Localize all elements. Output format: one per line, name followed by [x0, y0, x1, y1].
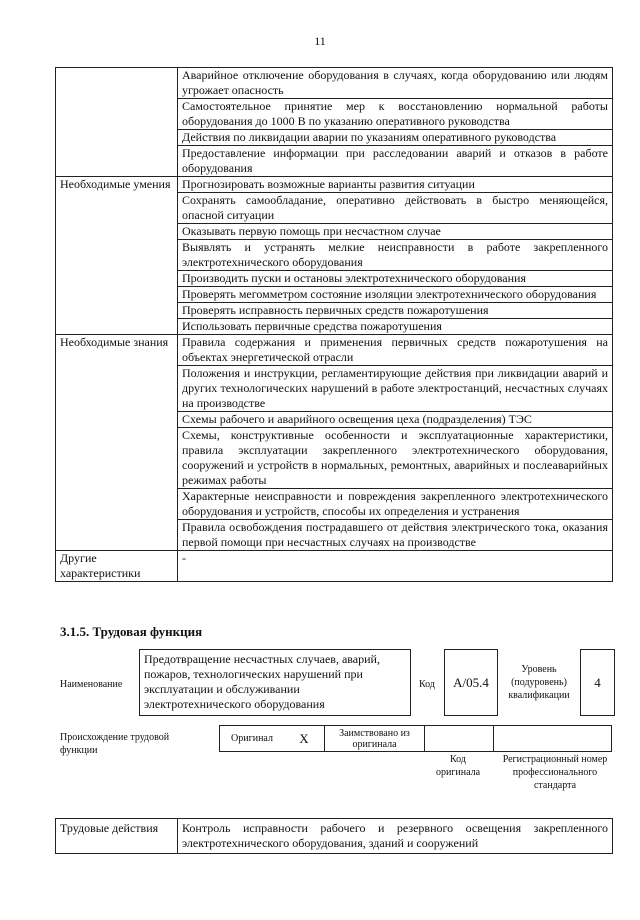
- level-value-box: 4: [580, 649, 615, 716]
- item-cell: Прогнозировать возможные варианты развития ситуации: [178, 177, 613, 193]
- origin-table: [219, 725, 612, 752]
- category-cell: Другие характеристики: [56, 551, 178, 582]
- section-heading: 3.1.5. Трудовая функция: [60, 624, 203, 639]
- code-label: Код: [419, 679, 435, 690]
- item-cell: Выявлять и устранять мелкие неисправности в работе закрепленного электротехнического оборудования: [178, 240, 613, 271]
- labor-actions-table: [55, 818, 613, 854]
- labor-actions-label: Трудовые действия: [56, 819, 178, 854]
- original-mark: X: [284, 726, 325, 752]
- item-cell: Сохранять самообладание, оперативно действовать в быстро меняющейся, опасной ситуации: [178, 193, 613, 224]
- item-cell: Схемы, конструктивные особенности и эксплуатационные характеристики, правила эксплуатации закрепленного электротехнического оборудования, сооружений и устройств в нормальных, ремонтных, аварийных и послеаварийных режимах работы: [178, 428, 613, 489]
- item-cell: Правила содержания и применения первичных средств пожаротушения на объектах энергетической отрасли: [178, 335, 613, 366]
- item-cell: Проверять мегомметром состояние изоляции электротехнического оборудования: [178, 287, 613, 303]
- reg-number-label: Регистрационный номер профессионального стандарта: [502, 754, 608, 791]
- page-number: 11: [314, 34, 326, 48]
- item-cell: Проверять исправность первичных средств пожаротушения: [178, 303, 613, 319]
- item-cell: Оказывать первую помощь при несчастном случае: [178, 224, 613, 240]
- item-cell: Схемы рабочего и аварийного освещения цеха (подразделения) ТЭС: [178, 412, 613, 428]
- item-cell: Самостоятельное принятие мер к восстановлению нормальной работы оборудования до 1000 В по указанию оперативного руководства: [178, 99, 613, 130]
- requirements-table: [55, 67, 613, 582]
- category-cell: [56, 68, 178, 177]
- table-row: [56, 68, 613, 99]
- table-row: [56, 335, 613, 366]
- origin-code-label: Код оригинала: [435, 754, 481, 778]
- function-name-box: Предотвращение несчастных случаев, аварий, пожаров, технологических нарушений при эксплуатации и обслуживании электротехнического оборудования: [139, 649, 411, 716]
- item-cell: Производить пуски и остановы электротехнического оборудования: [178, 271, 613, 287]
- item-cell: Действия по ликвидации аварии по указаниям оперативного руководства: [178, 130, 613, 146]
- borrowed-label: Заимствовано из оригинала: [325, 726, 425, 752]
- item-cell: Использовать первичные средства пожаротушения: [178, 319, 613, 335]
- level-label: Уровень (подуровень) квалификации: [508, 664, 570, 701]
- origin-code-cell: [425, 726, 494, 752]
- table-row: [56, 177, 613, 193]
- item-cell: Характерные неисправности и повреждения закрепленного электротехнического оборудования и устройств, способы их определения и устранения: [178, 489, 613, 520]
- origin-label: Происхождение трудовой функции: [60, 732, 170, 756]
- item-cell: Предоставление информации при расследовании аварий и отказов в работе оборудования: [178, 146, 613, 177]
- item-cell: -: [178, 551, 613, 582]
- reg-number-cell: [494, 726, 612, 752]
- item-cell: Аварийное отключение оборудования в случаях, когда оборудованию или людям угрожает опасность: [178, 68, 613, 99]
- labor-actions-value: Контроль исправности рабочего и резервного освещения закрепленного электротехнического оборудования, зданий и сооружений: [178, 819, 613, 854]
- category-cell: Необходимые умения: [56, 177, 178, 335]
- code-value-box: A/05.4: [444, 649, 498, 716]
- item-cell: Правила освобождения пострадавшего от действия электрического тока, оказания первой помощи при несчастных случаях на производстве: [178, 520, 613, 551]
- table-row: [56, 551, 613, 582]
- name-label: Наименование: [60, 679, 123, 690]
- item-cell: Положения и инструкции, регламентирующие действия при ликвидации аварий и других технологических нарушений в работе электростанций, несчастных случаях на производстве: [178, 366, 613, 412]
- category-cell: Необходимые знания: [56, 335, 178, 551]
- original-label: Оригинал: [220, 726, 285, 752]
